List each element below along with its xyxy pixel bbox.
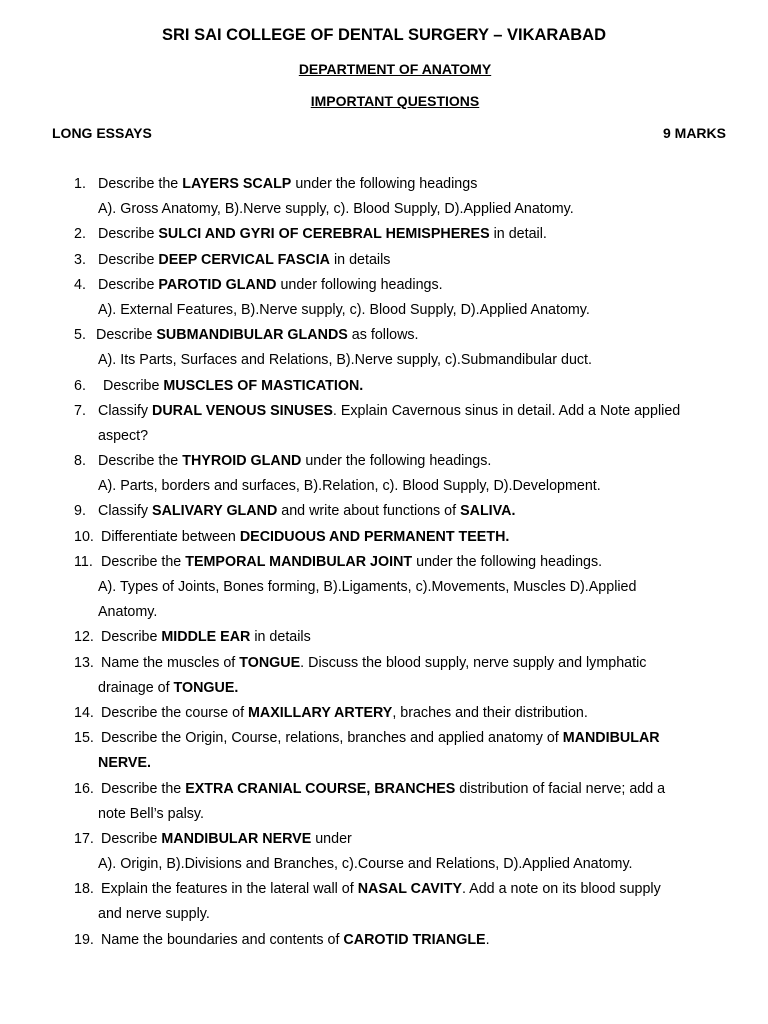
question-item <box>0 525 768 550</box>
question-continuation <box>0 424 768 449</box>
continuation-text <box>98 474 601 499</box>
question-text <box>98 449 491 474</box>
question-topic: SALIVA. <box>460 503 516 520</box>
question-continuation <box>0 575 768 600</box>
question-item <box>0 827 768 852</box>
question-text-part: under following headings. <box>276 276 443 293</box>
department-heading: DEPARTMENT OF ANATOMY <box>298 61 492 77</box>
question-number: 16. <box>74 780 94 797</box>
question-text-part: A). Gross Anatomy, B).Nerve supply, c). Blood Supply, D).Applied Anatomy. <box>98 201 574 218</box>
question-number: 14. <box>74 704 94 721</box>
question-text-part: . Discuss the blood supply, nerve supply and lymphatic <box>300 654 647 671</box>
continuation-text <box>98 575 636 600</box>
question-text-part: . Explain Cavernous sinus in detail. Add a Note applied <box>332 402 681 419</box>
question-text-part: Explain the features in the lateral wall of <box>101 881 358 898</box>
question-topic: NERVE. <box>98 755 151 772</box>
question-text-part: Describe the <box>101 553 186 570</box>
question-text <box>98 222 547 247</box>
question-item <box>0 625 768 650</box>
question-list <box>0 172 768 953</box>
question-item <box>0 222 768 247</box>
continuation-text <box>98 852 633 877</box>
question-text-part: in detail. <box>489 226 547 243</box>
question-text-part: under the following headings. <box>301 453 492 470</box>
question-text <box>98 248 390 273</box>
question-number: 11. <box>74 553 93 570</box>
question-text-part: Describe <box>103 377 164 394</box>
question-number: 12. <box>74 629 94 646</box>
question-text <box>101 827 352 852</box>
question-text-part: Describe <box>101 830 162 847</box>
continuation-text <box>98 298 590 323</box>
question-number: 5. <box>74 327 86 344</box>
question-text-part: Describe the <box>98 176 183 192</box>
question-number: 15. <box>74 730 94 747</box>
question-item <box>0 651 768 676</box>
question-text-part: under the following headings. <box>412 553 603 570</box>
question-text-part: under the following headings <box>291 176 478 192</box>
question-item <box>0 726 768 751</box>
question-text-part: Describe the <box>98 453 183 470</box>
question-topic: LAYERS SCALP <box>182 176 292 192</box>
question-topic: MIDDLE EAR <box>161 629 251 646</box>
college-title: SRI SAI COLLEGE OF DENTAL SURGERY – VIKARABAD <box>161 26 607 44</box>
continuation-text <box>98 902 210 927</box>
question-continuation <box>0 197 768 222</box>
question-topic: EXTRA CRANIAL COURSE, BRANCHES <box>185 780 456 797</box>
question-text-part: distribution of facial nerve; add a <box>455 780 666 797</box>
question-item <box>0 273 768 298</box>
question-number: 2. <box>74 226 86 243</box>
question-text-part: , braches and their distribution. <box>392 704 588 721</box>
question-text-part: note Bell’s palsy. <box>98 805 204 822</box>
question-continuation <box>0 676 768 701</box>
question-text <box>103 374 363 399</box>
question-item <box>0 374 768 399</box>
question-item <box>0 449 768 474</box>
question-text-part: Differentiate between <box>101 528 240 545</box>
question-text-part: Describe <box>98 251 159 268</box>
question-text-part: and write about functions of <box>277 503 461 520</box>
question-text-part: Describe <box>98 276 159 293</box>
question-text-part: Classify <box>98 503 153 520</box>
question-item <box>0 399 768 424</box>
question-text <box>101 877 661 902</box>
question-text <box>101 726 660 751</box>
question-text-part: Anatomy. <box>98 604 158 621</box>
question-number: 8. <box>74 453 86 470</box>
continuation-text <box>98 600 157 625</box>
question-item <box>0 877 768 902</box>
question-topic: DURAL VENOUS SINUSES <box>152 402 333 419</box>
question-continuation <box>0 902 768 927</box>
question-text <box>98 499 515 524</box>
section-label: LONG ESSAYS <box>52 125 156 141</box>
question-text-part: . Add a note on its blood supply <box>462 881 661 898</box>
question-topic: DEEP CERVICAL FASCIA <box>158 251 330 268</box>
continuation-text <box>98 751 151 776</box>
question-topic: MANDIBULAR NERVE <box>161 830 312 847</box>
question-text <box>101 701 588 726</box>
question-text <box>101 625 311 650</box>
question-number: 4. <box>74 276 86 293</box>
question-continuation <box>0 348 768 373</box>
question-topic: PAROTID GLAND <box>158 276 277 293</box>
question-text-part: Describe <box>96 327 157 344</box>
question-topic: SALIVARY GLAND <box>152 503 278 520</box>
question-topic: THYROID GLAND <box>182 453 302 470</box>
question-text-part: A). Origin, B).Divisions and Branches, c).Course and Relations, D).Applied Anatomy. <box>98 856 633 873</box>
question-item <box>0 928 768 953</box>
question-continuation <box>0 474 768 499</box>
continuation-text <box>98 197 574 222</box>
question-text-part: and nerve supply. <box>98 906 210 923</box>
question-text-part: as follows. <box>347 327 419 344</box>
question-number: 18. <box>74 881 94 898</box>
question-number: 19. <box>74 931 94 948</box>
question-text-part: in details <box>250 629 311 646</box>
question-text <box>96 323 419 348</box>
question-text-part: Describe <box>101 629 162 646</box>
question-text-part: in details <box>330 251 391 268</box>
question-text-part: Describe the <box>101 780 186 797</box>
question-topic: TONGUE <box>239 654 301 671</box>
question-number: 17. <box>74 830 94 847</box>
section-marks: 9 MARKS <box>662 125 726 141</box>
question-item <box>0 172 768 197</box>
question-text <box>101 651 646 676</box>
question-text-part: A). Types of Joints, Bones forming, B).Ligaments, c).Movements, Muscles D).Applied <box>98 579 637 595</box>
question-topic: MANDIBULAR <box>562 730 660 747</box>
question-text-part: A). Parts, borders and surfaces, B).Relation, c). Blood Supply, D).Development. <box>98 478 601 495</box>
continuation-text <box>98 348 592 373</box>
question-continuation <box>0 751 768 776</box>
question-text-part: Name the boundaries and contents of <box>101 931 344 948</box>
question-item <box>0 550 768 575</box>
question-text-part: Name the muscles of <box>101 654 240 671</box>
question-text-part: . <box>485 931 490 948</box>
question-topic: SULCI AND GYRI OF CEREBRAL HEMISPHERES <box>158 226 490 243</box>
questions-heading: IMPORTANT QUESTIONS <box>310 93 480 109</box>
question-continuation <box>0 600 768 625</box>
question-number: 10. <box>74 528 94 545</box>
question-topic: NASAL CAVITY <box>357 881 463 898</box>
question-text <box>98 273 443 298</box>
question-number: 3. <box>74 251 86 268</box>
continuation-text <box>98 424 148 449</box>
question-number: 6. <box>74 377 86 394</box>
question-number: 9. <box>74 503 86 520</box>
question-text-part: A). Its Parts, Surfaces and Relations, B).Nerve supply, c).Submandibular duct. <box>98 352 592 369</box>
question-topic: MAXILLARY ARTERY <box>248 704 393 721</box>
continuation-text <box>98 802 204 827</box>
question-number: 7. <box>74 402 86 419</box>
question-text <box>101 928 490 953</box>
question-continuation <box>0 298 768 323</box>
question-text <box>101 525 509 550</box>
question-text <box>98 399 680 424</box>
question-text-part: aspect? <box>98 427 149 444</box>
question-topic: TONGUE. <box>173 679 239 696</box>
question-continuation <box>0 802 768 827</box>
question-topic: SUBMANDIBULAR GLANDS <box>156 327 348 344</box>
continuation-text <box>98 676 238 701</box>
question-continuation <box>0 852 768 877</box>
question-item <box>0 777 768 802</box>
question-item <box>0 499 768 524</box>
question-topic: CAROTID TRIANGLE <box>343 931 486 948</box>
question-text-part: A). External Features, B).Nerve supply, c). Blood Supply, D).Applied Anatomy. <box>98 301 590 318</box>
question-text-part: Describe the Origin, Course, relations, branches and applied anatomy of <box>101 730 563 747</box>
question-text-part: Classify <box>98 402 153 419</box>
question-item <box>0 248 768 273</box>
question-text-part: drainage of <box>98 679 174 696</box>
question-text <box>101 777 665 802</box>
question-text <box>98 172 477 197</box>
question-topic: DECIDUOUS AND PERMANENT TEETH. <box>239 528 510 545</box>
question-item <box>0 323 768 348</box>
question-text <box>101 550 602 575</box>
question-text-part: Describe <box>98 226 159 243</box>
question-topic: MUSCLES OF MASTICATION. <box>163 377 364 394</box>
question-topic: TEMPORAL MANDIBULAR JOINT <box>185 553 413 570</box>
question-text-part: under <box>311 830 352 847</box>
question-number: 13. <box>74 654 94 671</box>
question-number: 1. <box>74 176 86 192</box>
question-text-part: Describe the course of <box>101 704 249 721</box>
question-item <box>0 701 768 726</box>
